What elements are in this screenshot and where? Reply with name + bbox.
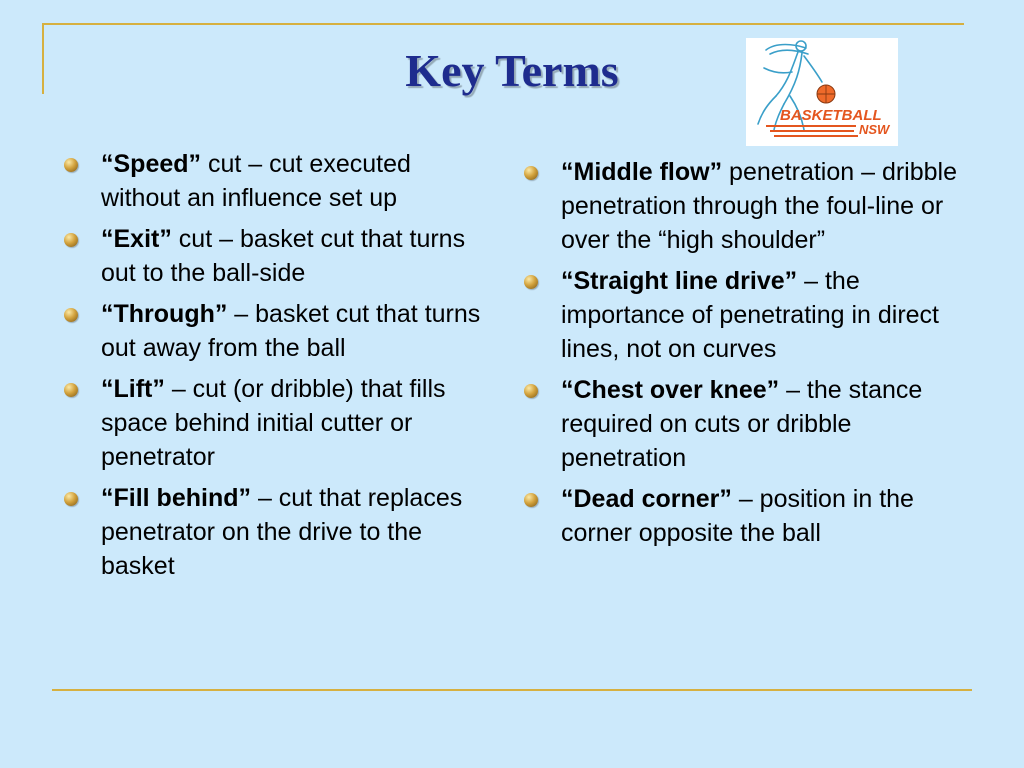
term-label: “Dead corner” (561, 485, 732, 513)
bullet-icon (64, 492, 78, 506)
list-item (62, 372, 494, 474)
term-definition: – position in the corner opposite the ball (561, 485, 914, 547)
bullet-icon (524, 384, 538, 398)
list-item (62, 222, 494, 290)
bullet-icon (64, 308, 78, 322)
term-label: “Fill behind” (101, 484, 251, 512)
term-definition: – cut that replaces penetrator on the drive to the basket (101, 484, 463, 580)
list-item (522, 155, 962, 257)
bullet-icon (64, 233, 78, 247)
list-item (522, 264, 962, 366)
top-rule (42, 23, 964, 25)
logo-text-nsw: NSW (859, 122, 890, 137)
logo-graphic (746, 38, 898, 146)
term-definition: cut – cut executed without an influence set up (101, 150, 411, 212)
list-item (62, 297, 494, 365)
list-item (522, 373, 962, 475)
list-item (62, 147, 494, 215)
term-label: “Through” (101, 300, 228, 328)
term-definition: – the importance of penetrating in direct lines, not on curves (561, 267, 939, 363)
bullet-icon (524, 166, 538, 180)
list-item (62, 481, 494, 583)
bottom-rule (52, 689, 972, 691)
term-label: “Straight line drive” (561, 267, 798, 295)
left-term-list (62, 147, 494, 590)
bullet-icon (524, 493, 538, 507)
term-definition: – cut (or dribble) that fills space behind initial cutter or penetrator (101, 375, 446, 471)
term-label: “Lift” (101, 375, 165, 403)
term-label: “Exit” (101, 225, 172, 253)
term-definition: cut – basket cut that turns out to the ball-side (101, 225, 466, 287)
term-label: “Middle flow” (561, 158, 723, 186)
term-label: “Chest over knee” (561, 376, 780, 404)
term-definition: – basket cut that turns out away from the ball (101, 300, 481, 362)
bullet-icon (64, 383, 78, 397)
list-item (522, 482, 962, 550)
term-definition: – the stance required on cuts or dribble penetration (561, 376, 923, 472)
bullet-icon (524, 275, 538, 289)
bullet-icon (64, 158, 78, 172)
term-label: “Speed” (101, 150, 202, 178)
slide-title: Key Terms (405, 45, 619, 96)
term-definition: penetration – dribble penetration through the foul-line or over the “high shoulder” (561, 158, 957, 254)
right-term-list (522, 155, 962, 557)
basketball-nsw-logo (746, 38, 898, 146)
logo-text-basketball: BASKETBALL (780, 107, 882, 124)
